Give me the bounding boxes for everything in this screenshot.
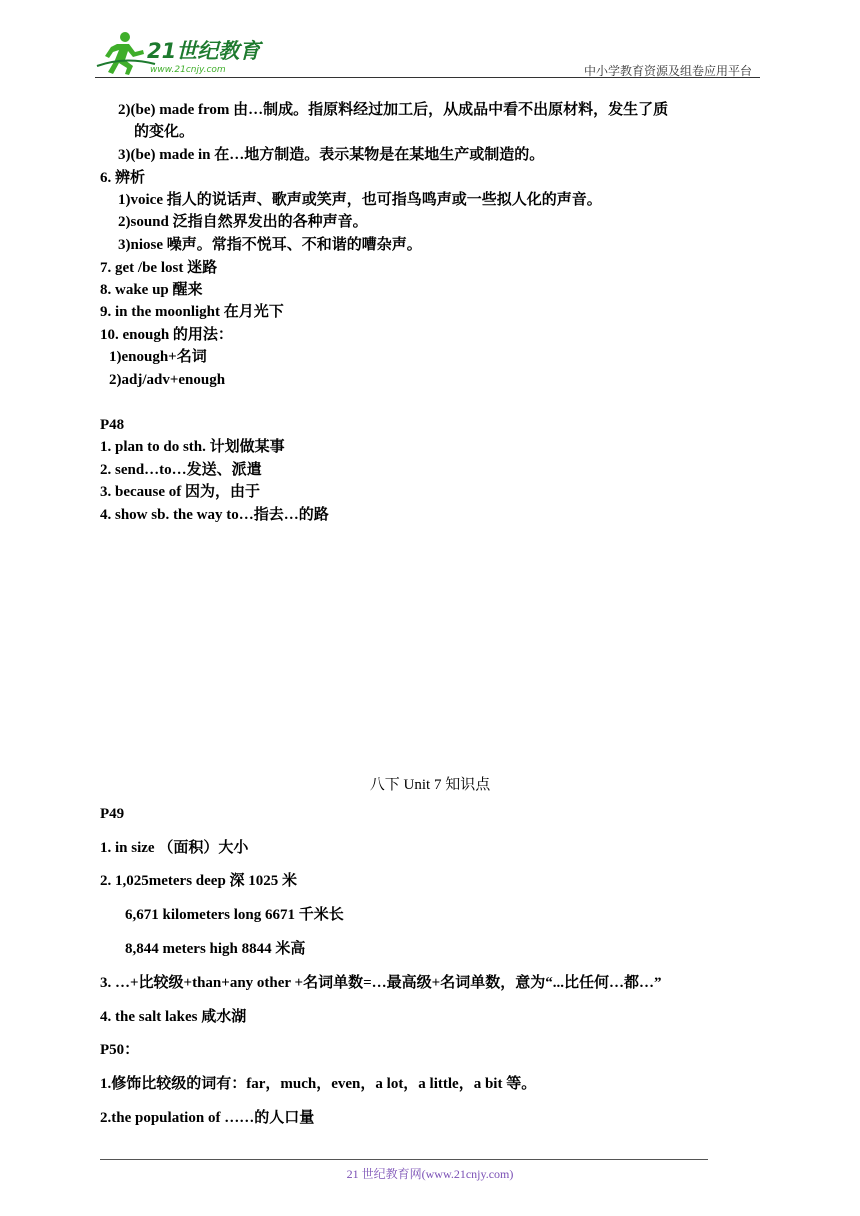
text-line: 9. in the moonlight 在月光下 [100,304,284,320]
text-line: 1)enough+名词 [109,349,207,365]
text-line: 1. plan to do sth. 计划做某事 [100,439,285,455]
text-line: 3)niose 噪声。常指不悦耳、不和谐的嘈杂声。 [118,237,422,253]
text-line: 2)adj/adv+enough [109,372,226,388]
text-line: 2.the population of ……的人口量 [100,1110,315,1126]
logo [95,30,265,78]
page-footer: 21 世纪教育网(www.21cnjy.com) [346,1167,514,1181]
text-line: 10. enough 的用法： [100,327,233,343]
header-divider [95,77,760,78]
text-line: 2)(be) made from 由…制成。指原料经过加工后，从成品中看不出原材料，发生了质 [118,102,669,118]
logo-text: 21世纪教育 [147,39,261,63]
text-line: 8. wake up 醒来 [100,282,203,298]
unit-title: 八下 Unit 7 知识点 [369,777,491,793]
section-heading: P50： [100,1042,140,1058]
page-header [95,30,760,80]
text-line: 1)voice 指人的说话声、歌声或笑声，也可指鸟鸣声或一些拟人化的声音。 [118,192,602,208]
platform-name: 中小学教育资源及组卷应用平台 [583,64,752,78]
text-line: 1. in size （面积）大小 [100,840,249,856]
text-line: 4. show sb. the way to…指去…的路 [100,507,329,523]
text-line: 1.修饰比较级的词有：far，much，even，a lot，a little，a bit 等。 [100,1076,537,1092]
text-line: 的变化。 [134,124,195,140]
text-line: 6. 辨析 [100,170,146,186]
text-line: 6,671 kilometers long 6671 千米长 [125,907,344,923]
section-heading: P49 [100,806,125,822]
footer-divider [100,1159,708,1160]
text-line: 3. because of 因为，由于 [100,484,260,500]
text-line: 2. 1,025meters deep 深 1025 米 [100,873,298,889]
text-line: 4. the salt lakes 咸水湖 [100,1009,247,1025]
logo-url: www.21cnjy.com [150,65,226,75]
section-heading: P48 [100,417,125,433]
text-line: 8,844 meters high 8844 米高 [125,941,306,957]
text-line: 3)(be) made in 在…地方制造。表示某物是在某地生产或制造的。 [118,147,545,163]
text-line: 7. get /be lost 迷路 [100,260,218,276]
text-line: 3. …+比较级+than+any other +名词单数=…最高级+名词单数，意为“...比任何…都…” [100,975,662,991]
text-line: 2)sound 泛指自然界发出的各种声音。 [118,214,368,230]
text-line: 2. send…to…发送、派遣 [100,462,262,478]
